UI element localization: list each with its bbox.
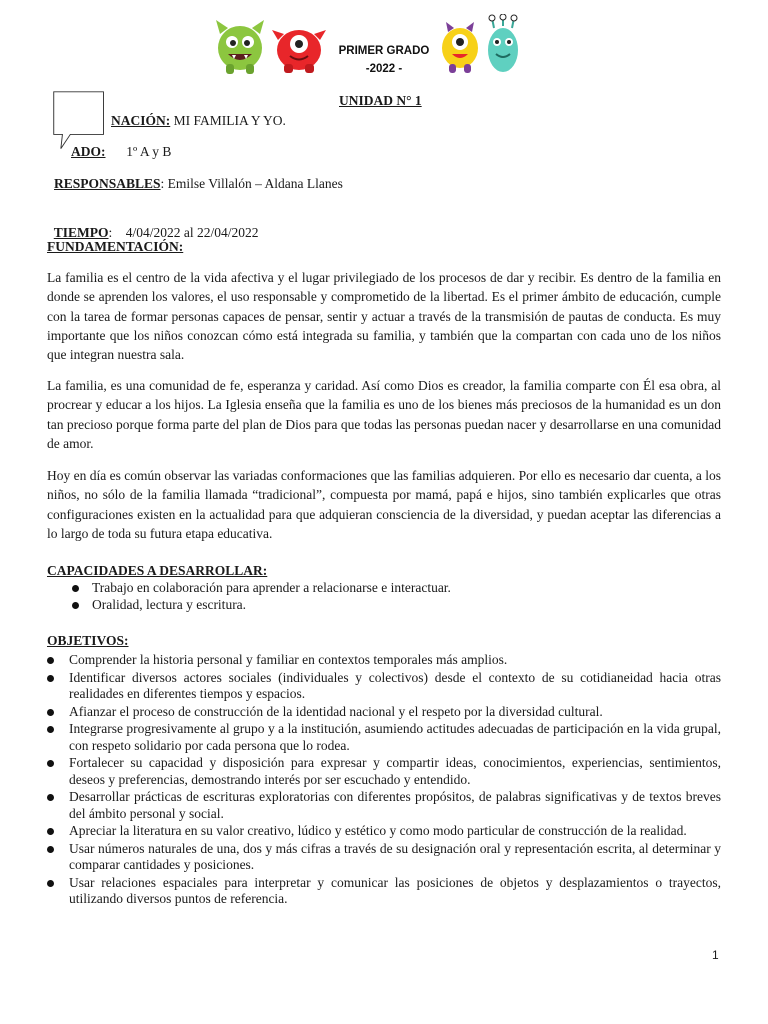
tiempo-value: : 4/04/2022 al 22/04/2022 [108,225,259,240]
list-item: Usar relaciones espaciales para interpretar y comunicar las posiciones de objetos y desplazamientos o trayectos, utilizando diversos puntos de referencia. [47,875,721,908]
monster-teal-icon [484,14,522,76]
list-item: Apreciar la literatura en su valor creativo, lúdico y estético y como modo particular de construcción de la realidad. [47,823,721,840]
list-item: Integrarse progresivamente al grupo y a la institución, asumiendo actitudes adecuadas de participación en la vida grupal, con respeto solidario por cada persona que lo rodea. [47,721,721,754]
list-item: Desarrollar prácticas de escrituras exploratorias con diferentes propósitos, de palabras significativas y de textos breves del ámbito personal y social. [47,789,721,822]
tiempo-row [47,206,259,242]
responsables-label: RESPONSABLES [54,176,161,191]
responsables-row [54,175,343,193]
grade-title: PRIMER GRADO [338,45,430,57]
denominacion-value: MI FAMILIA Y YO. [173,113,286,128]
tiempo-label: TIEMPO [53,225,109,240]
fundamentacion-paragraph-2: La familia, es una comunidad de fe, esperanza y caridad. Así como Dios es creador, la familia comparte con Él esa obra, al procrear y educar a los hijos. La Iglesia enseña que la familia es uno de los bienes más preciosos de la humanidad es un don tan precioso porque forma parte del plan de Dios para que todas las personas puedan nacer y desarrollarse en una comunidad de amor. [47,378,721,451]
list-item: Afianzar el proceso de construcción de la identidad nacional y el respeto por la diversidad cultural. [47,704,721,721]
list-item: Comprender la historia personal y familiar en contextos temporales más amplios. [47,652,721,669]
capacidades-heading: CAPACIDADES A DESARROLLAR: [47,563,268,578]
objetivos-list [47,652,721,909]
list-item: Oralidad, lectura y escritura. [70,597,451,614]
monster-red-icon [270,24,328,74]
monster-green-icon [212,16,268,76]
monster-yellow-icon [438,20,482,74]
objetivos-heading: OBJETIVOS: [47,633,129,648]
denominacion-label: NACIÓN: [111,113,171,128]
list-item: Trabajo en colaboración para aprender a relacionarse e interactuar. [70,580,451,597]
grado-value: 1º A y B [126,144,172,159]
grado-row [71,143,171,161]
grado-label: ADO: [71,144,106,159]
fundamentacion-paragraph-3: Hoy en día es común observar las variadas conformaciones que las familias adquieren. Por ello es necesario dar cuenta, a los niños, no sólo de la familia llamada “tradicional”, compuesta por mamá, papá e hijos, sino también explicarles que otras configuraciones existen en la actualidad para que adquieran consciencia de la diversidad, y puedan aceptar las diferencias a lo largo de toda su futura etapa educativa. [47,468,722,541]
list-item: Usar números naturales de una, dos y más cifras a través de su designación oral y representación escrita, al determinar y comparar cantidades y posiciones. [47,841,721,874]
fundamentacion-paragraph-1: La familia es el centro de la vida afectiva y el lugar privilegiado de los procesos de dar y recibir. Es dentro de la familia en donde se aprenden los valores, el uso responsable y comprometido de la libertad. Es el primer ámbito de educación, cumple con la tarea de formar personas capaces de pensar, sentir y actuar a través de la transmisión de pautas de conducta. Es muy importante que los niños conozcan cómo está integrada su familia, y también que la compartan con cada uno de los niños que integran nuestra sala. [47,270,721,363]
list-item: Fortalecer su capacidad y disposición para expresar y compartir ideas, conocimientos, experiencias, sentimientos, deseos y preferencias, demostrando interés por ser escuchado y entendido. [47,755,721,788]
year-title: -2022 - [365,63,403,75]
comment-callout-icon[interactable] [47,91,111,151]
capacidades-list [70,580,451,613]
responsables-value: : Emilse Villalón – Aldana Llanes [160,176,343,191]
fundamentacion-heading: FUNDAMENTACIÓN: [47,239,184,254]
unit-title: UNIDAD N° 1 [339,93,422,108]
list-item: Identificar diversos actores sociales (individuales y colectivos) desde el contexto de su cotidianeidad hacia otras realidades en diferentes tiempos y espacios. [47,670,721,703]
page-number: 1 [712,948,719,962]
denominacion-row [111,112,286,130]
document-header [334,42,434,78]
